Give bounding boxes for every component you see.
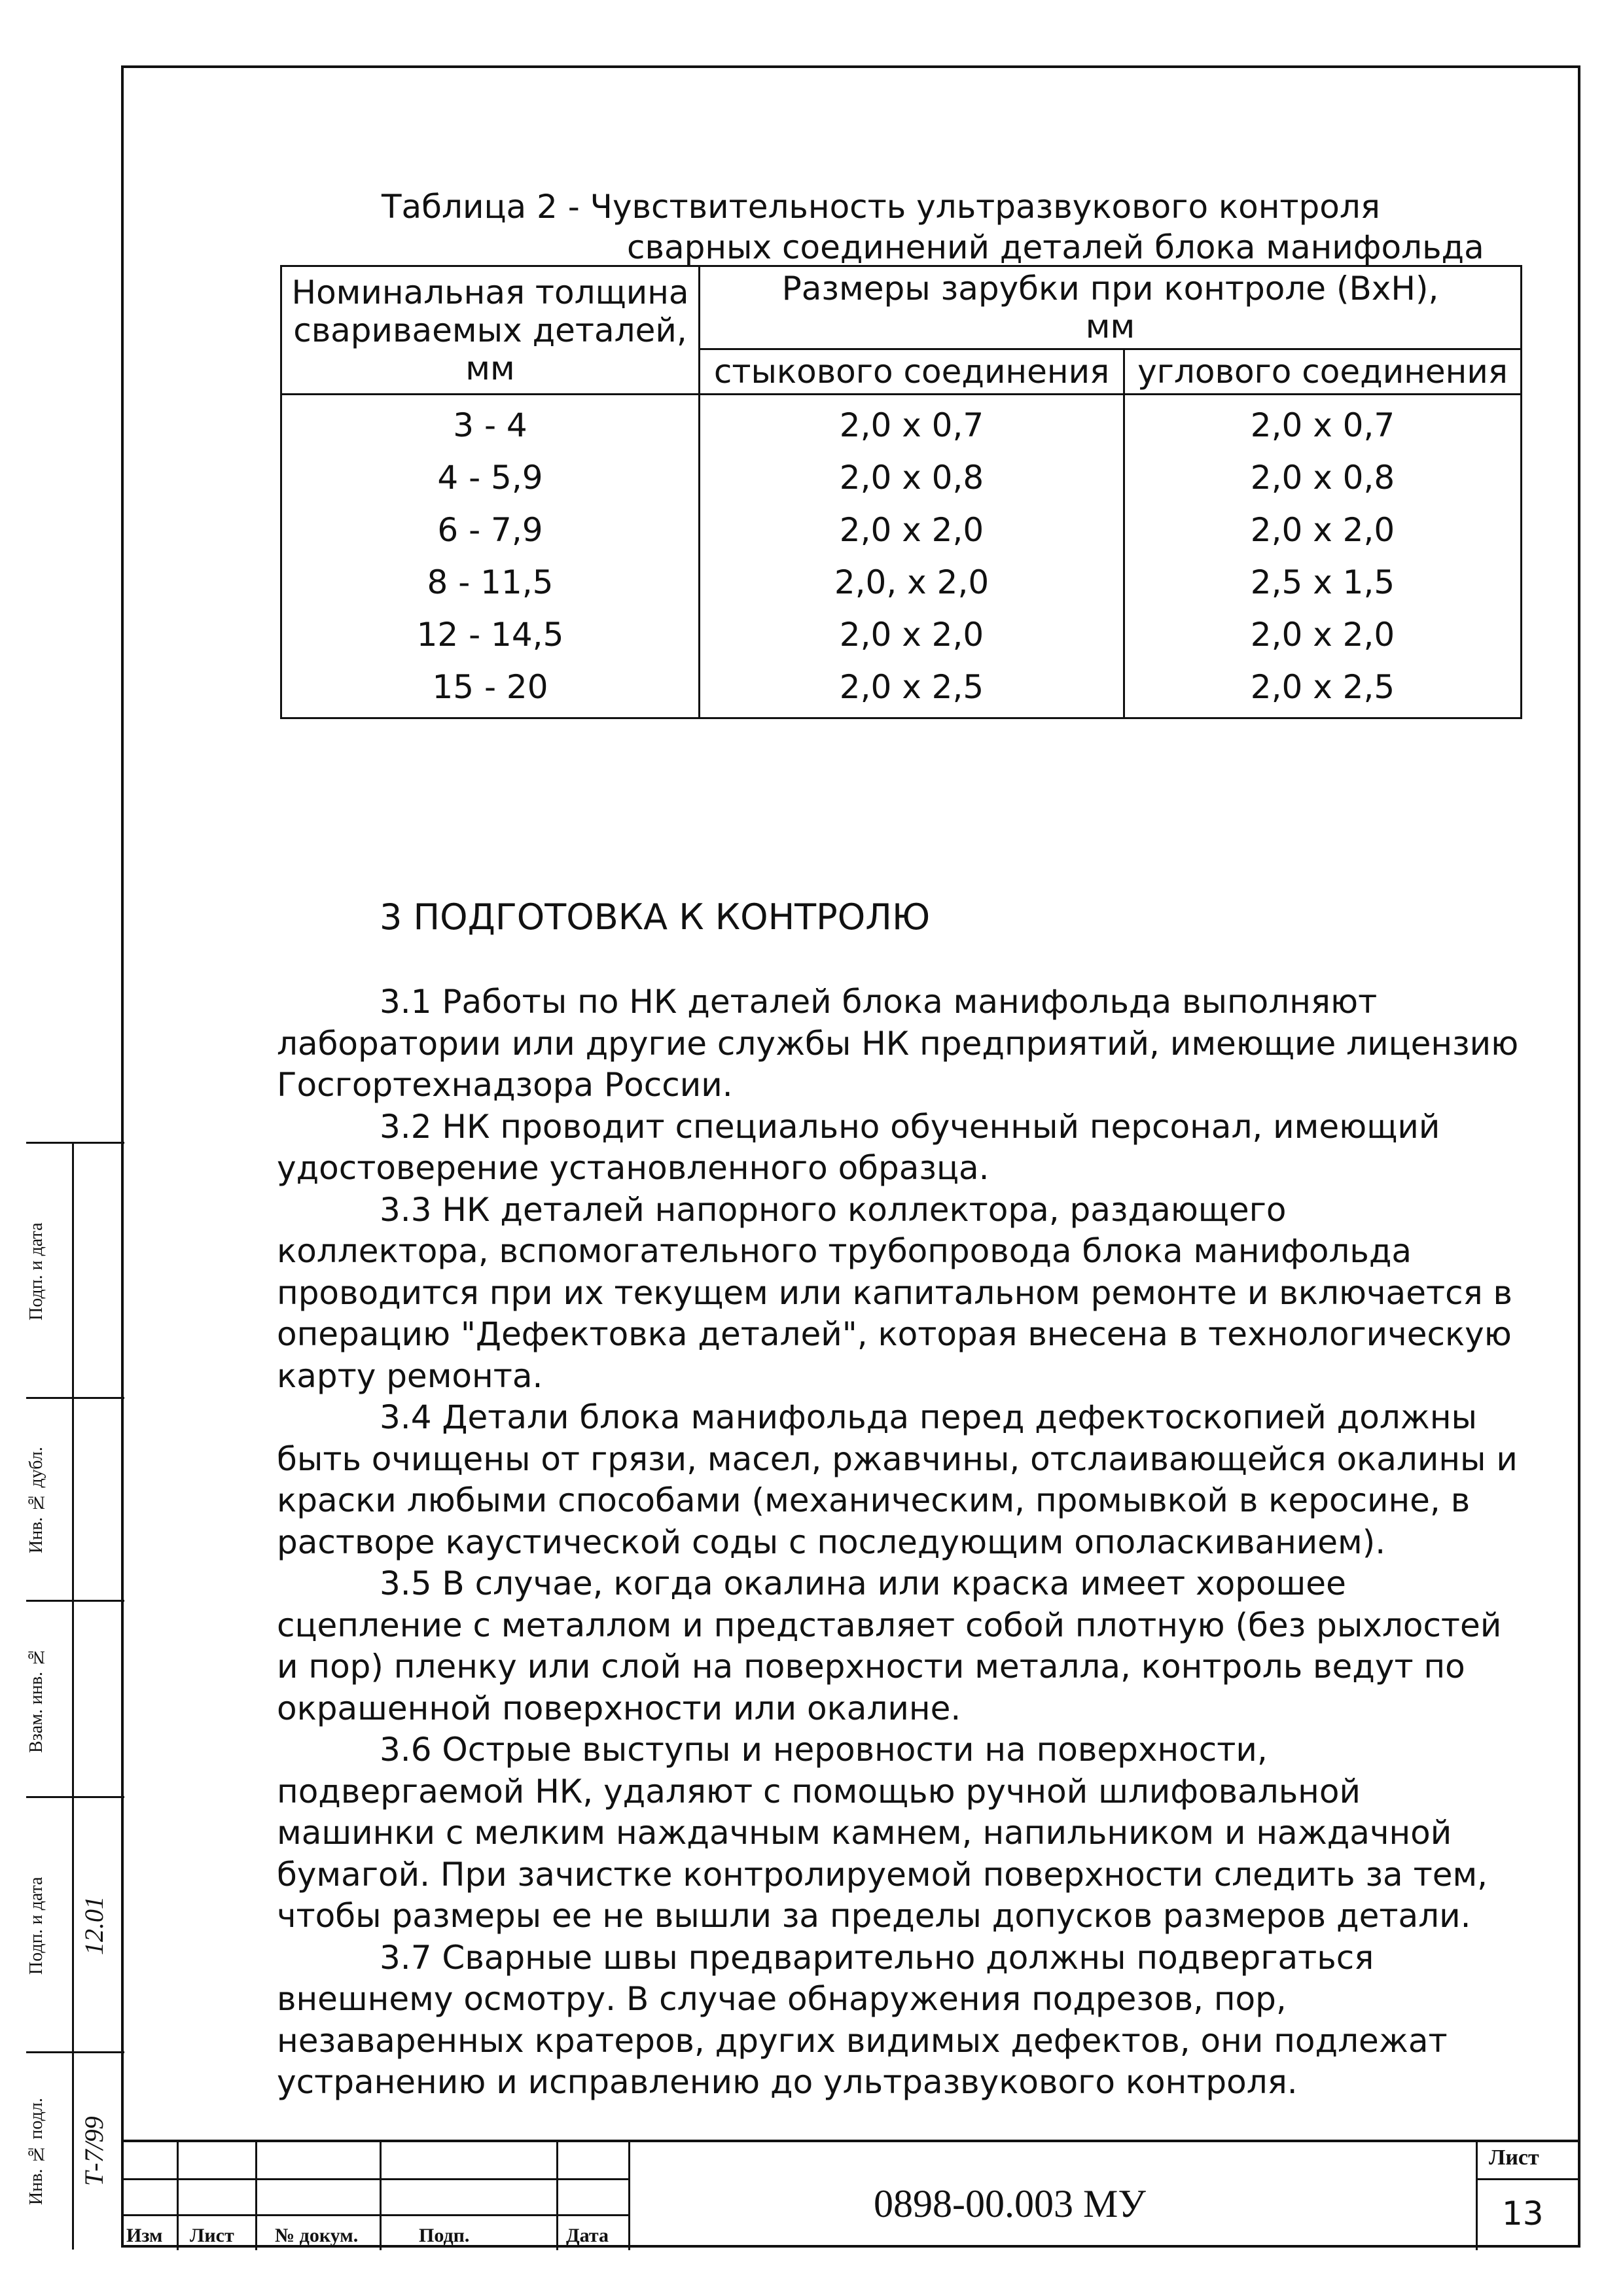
body-line: и пор) пленку или слой на поверхности металла, контроль ведут по — [277, 1648, 1465, 1686]
body-line: окрашенной поверхности или окалине. — [277, 1689, 961, 1727]
cell-thickness: 4 - 5,9 — [281, 451, 700, 504]
title-block-row-line-2 — [121, 2214, 628, 2216]
table-row — [281, 609, 1522, 661]
side-label-replace-inv: Взам. инв. № — [26, 1646, 46, 1754]
table-caption-line2: сварных соединений деталей блока манифольда — [627, 228, 1484, 266]
title-block-col-line-3 — [380, 2142, 382, 2250]
side-label-dup-inv: Инв. № дубл. — [26, 1447, 46, 1554]
body-line: внешнему осмотру. В случае обнаружения подрезов, пор, — [277, 1980, 1287, 2018]
body-line: 3.2 НК проводит специально обученный персонал, имеющий — [380, 1107, 1440, 1146]
title-block-row-line-1 — [121, 2178, 628, 2180]
table-row — [281, 556, 1522, 609]
title-block-col-line-5 — [628, 2142, 630, 2250]
body-line: 3.3 НК деталей напорного коллектора, раздающего — [380, 1190, 1287, 1229]
cell-thickness: 8 - 11,5 — [281, 556, 700, 609]
body-line: операцию "Дефектовка деталей", которая внесена в технологическую — [277, 1315, 1512, 1353]
body-line: устранению и исправлению до ультразвукового контроля. — [277, 2063, 1298, 2101]
body-line: 3.1 Работы по НК деталей блока манифольда выполняют — [380, 983, 1378, 1021]
table-row — [281, 504, 1522, 556]
cell-butt-notch: 2,0 x 0,8 — [700, 451, 1124, 504]
header-doc-number: № докум. — [275, 2225, 359, 2246]
header-sheet: Лист — [190, 2225, 234, 2246]
document-number: 0898-00.003 МУ — [874, 2182, 1146, 2225]
cell-thickness: 6 - 7,9 — [281, 504, 700, 556]
cell-thickness: 12 - 14,5 — [281, 609, 700, 661]
header-change: Изм — [126, 2225, 163, 2246]
header-thickness — [281, 266, 700, 395]
cell-fillet-notch: 2,0 x 0,8 — [1124, 451, 1522, 504]
header-fillet-joint: углового соединения — [1124, 349, 1522, 395]
cell-fillet-notch: 2,0 x 0,7 — [1124, 395, 1522, 452]
cell-butt-notch: 2,0 x 2,5 — [700, 661, 1124, 718]
header-thickness-line2: свариваемых деталей, — [293, 311, 687, 349]
sensitivity-table — [280, 265, 1522, 719]
body-line: 3.6 Острые выступы и неровности на поверхности, — [380, 1731, 1268, 1769]
header-notch-line1: Размеры зарубки при контроле (ВхН), — [781, 270, 1439, 308]
side-label-orig-inv: Инв. № подл. — [26, 2098, 46, 2205]
title-block-col-line-2 — [255, 2142, 257, 2250]
cell-butt-notch: 2,0, x 2,0 — [700, 556, 1124, 609]
sheet-number: 13 — [1502, 2195, 1544, 2233]
handwritten-inventory-number: Т-7/99 — [79, 2116, 109, 2187]
table-row — [281, 451, 1522, 504]
cell-thickness: 3 - 4 — [281, 395, 700, 452]
body-text — [277, 981, 1527, 2104]
table-row — [281, 395, 1522, 452]
table-caption — [382, 186, 1484, 268]
cell-thickness: 15 - 20 — [281, 661, 700, 718]
header-notch-sizes — [700, 266, 1522, 349]
body-line: 3.4 Детали блока манифольда перед дефектоскопией должны — [380, 1398, 1478, 1436]
body-line: коллектора, вспомогательного трубопровода блока манифольда — [277, 1232, 1412, 1270]
body-line: удостоверение установленного образца. — [277, 1149, 990, 1187]
header-date: Дата — [566, 2225, 609, 2246]
body-line: быть очищены от грязи, масел, ржавчины, отслаивающейся окалины и — [277, 1439, 1518, 1478]
body-line: чтобы размеры ее не вышли за пределы допусков размеров детали. — [277, 1897, 1471, 1935]
title-block — [121, 2140, 1580, 2250]
body-line: сцепление с металлом и представляет собой плотную (без рыхлостей — [277, 1606, 1502, 1644]
side-label-sign-date-1: Подп. и дата — [26, 1222, 46, 1320]
body-line: подвергаемой НК, удаляют с помощью ручной шлифовальной — [277, 1772, 1361, 1810]
body-line: краски любыми способами (механическим, промывкой в керосине, в — [277, 1481, 1471, 1519]
body-line: незаваренных кратеров, других видимых дефектов, они подлежат — [277, 2021, 1448, 2060]
body-line: 3.5 В случае, когда окалина или краска имеет хорошее — [380, 1564, 1346, 1602]
cell-fillet-notch: 2,0 x 2,0 — [1124, 609, 1522, 661]
handwritten-signature-date: 12.01 — [79, 1896, 109, 1955]
body-line: лаборатории или другие службы НК предприятий, имеющие лицензию — [277, 1024, 1519, 1063]
side-stamp — [26, 1142, 124, 2250]
cell-butt-notch: 2,0 x 0,7 — [700, 395, 1124, 452]
title-block-col-line-4 — [556, 2142, 558, 2250]
body-line: растворе каустической соды с последующим ополаскиванием). — [277, 1523, 1386, 1561]
title-block-col-line-6 — [1476, 2142, 1478, 2250]
table-caption-line1: Таблица 2 - Чувствительность ультразвукового контроля — [382, 188, 1380, 226]
body-line: проводится при их текущем или капитальном ремонте и включается в — [277, 1273, 1513, 1312]
sheet-box-divider — [1476, 2178, 1580, 2180]
header-notch-line2: мм — [1085, 308, 1135, 345]
cell-butt-notch: 2,0 x 2,0 — [700, 504, 1124, 556]
header-butt-joint: стыкового соединения — [700, 349, 1124, 395]
section-title: 3 ПОДГОТОВКА К КОНТРОЛЮ — [380, 896, 931, 938]
header-thickness-line3: мм — [465, 349, 515, 387]
body-line: бумагой. При зачистке контролируемой поверхности следить за тем, — [277, 1855, 1488, 1894]
body-line: 3.7 Сварные швы предварительно должны подвергаться — [380, 1938, 1374, 1977]
body-line: Госгортехнадзора России. — [277, 1066, 733, 1104]
cell-butt-notch: 2,0 x 2,0 — [700, 609, 1124, 661]
cell-fillet-notch: 2,0 x 2,5 — [1124, 661, 1522, 718]
header-thickness-line1: Номинальная толщина — [291, 273, 689, 311]
cell-fillet-notch: 2,0 x 2,0 — [1124, 504, 1522, 556]
table-row — [281, 661, 1522, 718]
cell-fillet-notch: 2,5 x 1,5 — [1124, 556, 1522, 609]
header-signature: Подп. — [419, 2225, 470, 2246]
sheet-label: Лист — [1489, 2146, 1539, 2170]
side-label-sign-date-2: Подп. и дата — [26, 1877, 46, 1975]
body-line: машинки с мелким наждачным камнем, напильником и наждачной — [277, 1814, 1452, 1852]
body-line: карту ремонта. — [277, 1356, 543, 1395]
title-block-col-line-1 — [177, 2142, 179, 2250]
